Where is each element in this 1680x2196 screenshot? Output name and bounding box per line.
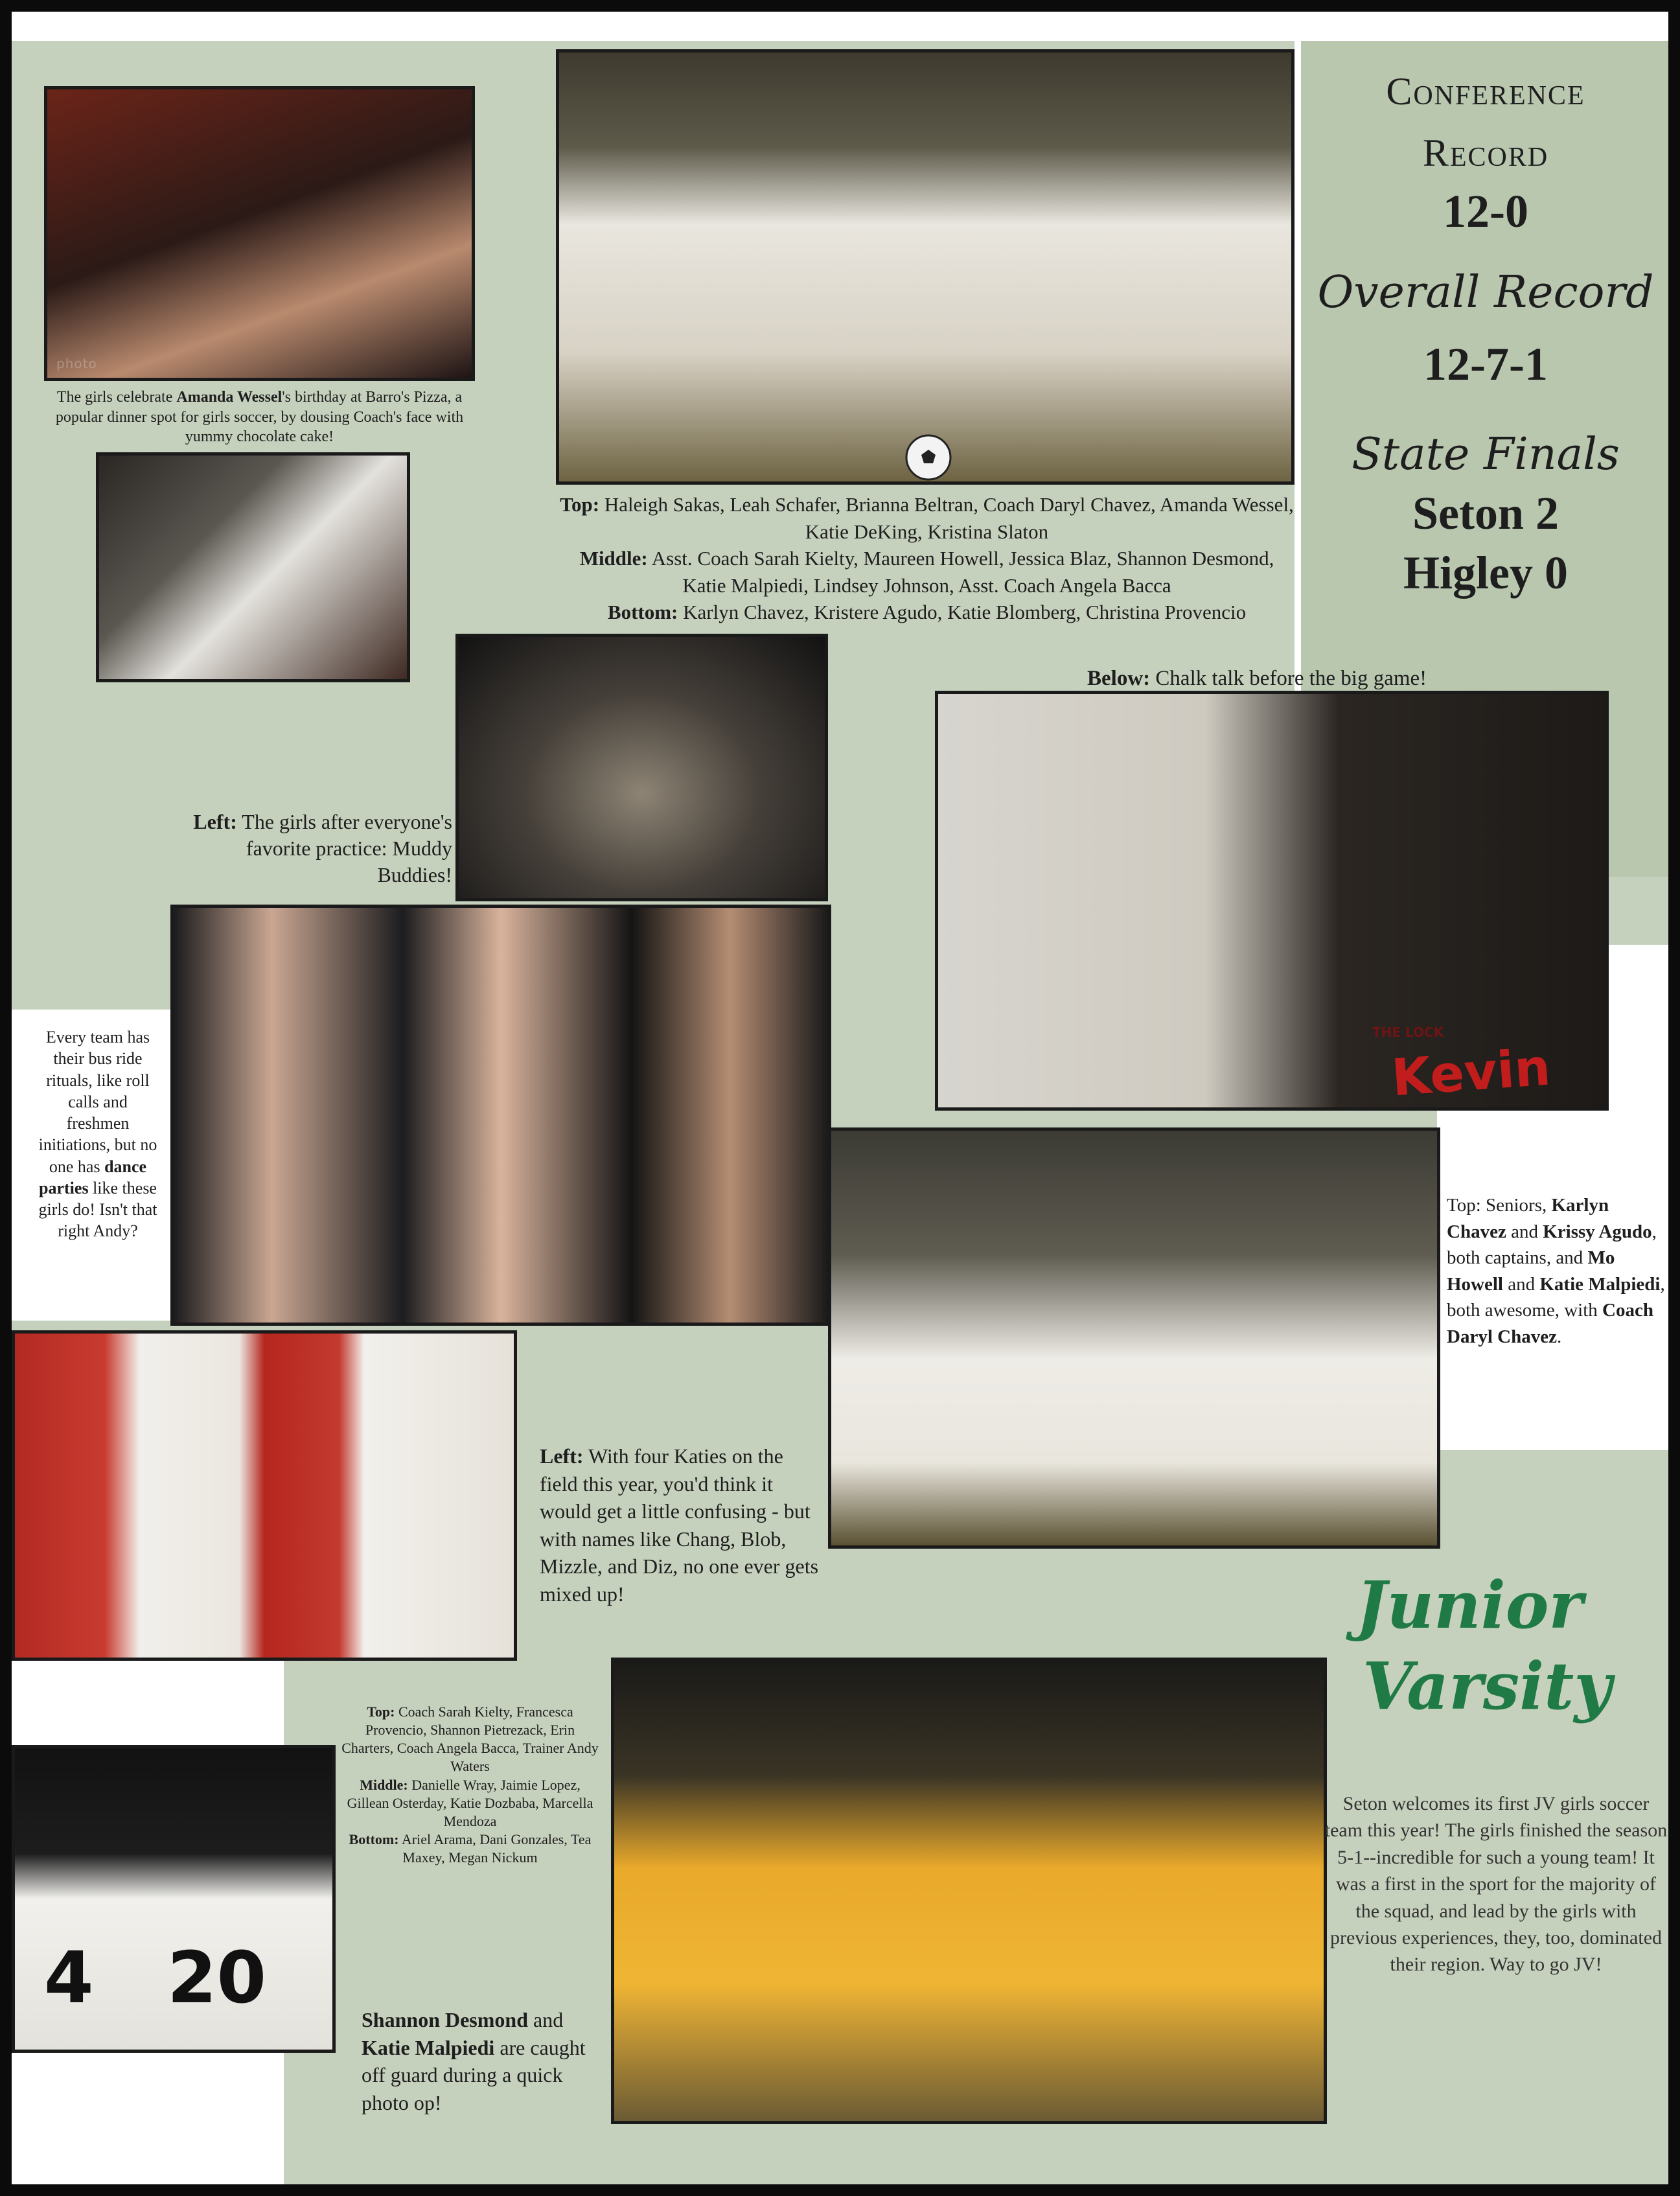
jv-heading-junior: Junior (1356, 1567, 1583, 1643)
caption-seniors: Top: Seniors, Karlyn Chavez and Krissy Agudo, both captains, and Mo Howell and Katie Malpiedi, both awesome, with Coach Daryl Chavez. (1447, 1195, 1665, 1347)
yearbook-page (12, 12, 1668, 2184)
overall-record: 12-7-1 (1423, 338, 1548, 390)
caption-shannon-katie: Shannon Desmond and Katie Malpiedi are caught off guard during a quick photo op! (362, 2008, 586, 2114)
caption-varsity-roster: Top: Haleigh Sakas, Leah Schafer, Brianna Beltran, Coach Daryl Chavez, Amanda Wessel, Katie DeKing, Kristina Slaton Middle: Asst. Coach Sarah Kielty, Maureen Howell, Jessica Blaz, Shannon Desmond, Katie Malpiedi, Lindsey Johnson, Asst. Coach Angela Bacca Bottom: Karlyn Chavez, Kristere Agudo, Katie Blomberg, Christina Provencio (560, 493, 1294, 624)
state-finals-label: State Finals (1352, 429, 1620, 480)
photo-placeholder-label: photo (56, 356, 97, 371)
conference-label-1: Conference (1386, 70, 1585, 113)
banner-small-text: THE LOCK (1372, 1024, 1444, 1040)
photo-coach-cake (96, 452, 410, 682)
jv-heading-varsity: Varsity (1363, 1648, 1612, 1724)
state-finals-seton: Seton 2 (1412, 487, 1559, 539)
caption-birthday: The girls celebrate Amanda Wessel's birthday at Barro's Pizza, a popular dinner spot for girls soccer, by dousing Coach's face with yummy chocolate cake! (55, 389, 464, 446)
jersey-number-left: 4 (44, 1936, 94, 2019)
conference-record: 12-0 (1443, 185, 1528, 237)
jv-body-text: Seton welcomes its first JV girls soccer team this year! The girls finished the season 5-1--incredible for such a young team! It was a first in the sport for the majority of the squad, and lead by the girls with previous experiences, they, too, dominated their region. Way to go JV! (1324, 1793, 1668, 1976)
jersey-number-right: 20 (167, 1936, 267, 2019)
caption-chalk-talk: Below: Chalk talk before the big game! (1087, 667, 1427, 690)
caption-four-katies: Left: With four Katies on the field this year, you'd think it would get a little confusing - but with names like Chang, Blob, Mizzle, and Diz, no one ever gets mixed up! (540, 1444, 819, 1606)
photo-muddy-buddies (455, 634, 828, 901)
overall-record-label: Overall Record (1317, 267, 1654, 318)
photo-seniors-with-coach (828, 1127, 1440, 1549)
photo-birthday-party (44, 86, 475, 381)
banner-text: Kevin (1390, 1038, 1552, 1108)
photo-varsity-team (556, 49, 1295, 485)
photo-jv-team (611, 1658, 1327, 2124)
green-patch (517, 1321, 841, 1437)
photo-shannon-katie (12, 1745, 336, 2053)
caption-muddy-buddies: Left: The girls after everyone's favorite practice: Muddy Buddies! (193, 810, 452, 886)
photo-bus-dance-party (170, 905, 831, 1326)
photo-four-katies (12, 1330, 517, 1661)
state-finals-higley: Higley 0 (1403, 547, 1568, 599)
caption-jv-roster: Top: Coach Sarah Kielty, Francesca Provencio, Shannon Pietrezack, Erin Charters, Coach Angela Bacca, Trainer Andy Waters Middle: Danielle Wray, Jaimie Lopez, Gillean Osterday, Katie Dozbaba, Marcella Mendoza Bottom: Ariel Arama, Dani Gonzales, Tea Maxey, Megan Nickum (341, 1704, 599, 1866)
white-block-bottom-left (12, 1658, 284, 1755)
caption-bus-rituals: Every team has their bus ride rituals, like roll calls and freshmen initiations, but no one has dance parties like these girls do! Isn't that right Andy? (38, 1028, 157, 1241)
photo-chalk-talk (935, 691, 1609, 1111)
soccer-ball-icon (903, 432, 954, 483)
conference-label-2: Record (1422, 132, 1549, 174)
